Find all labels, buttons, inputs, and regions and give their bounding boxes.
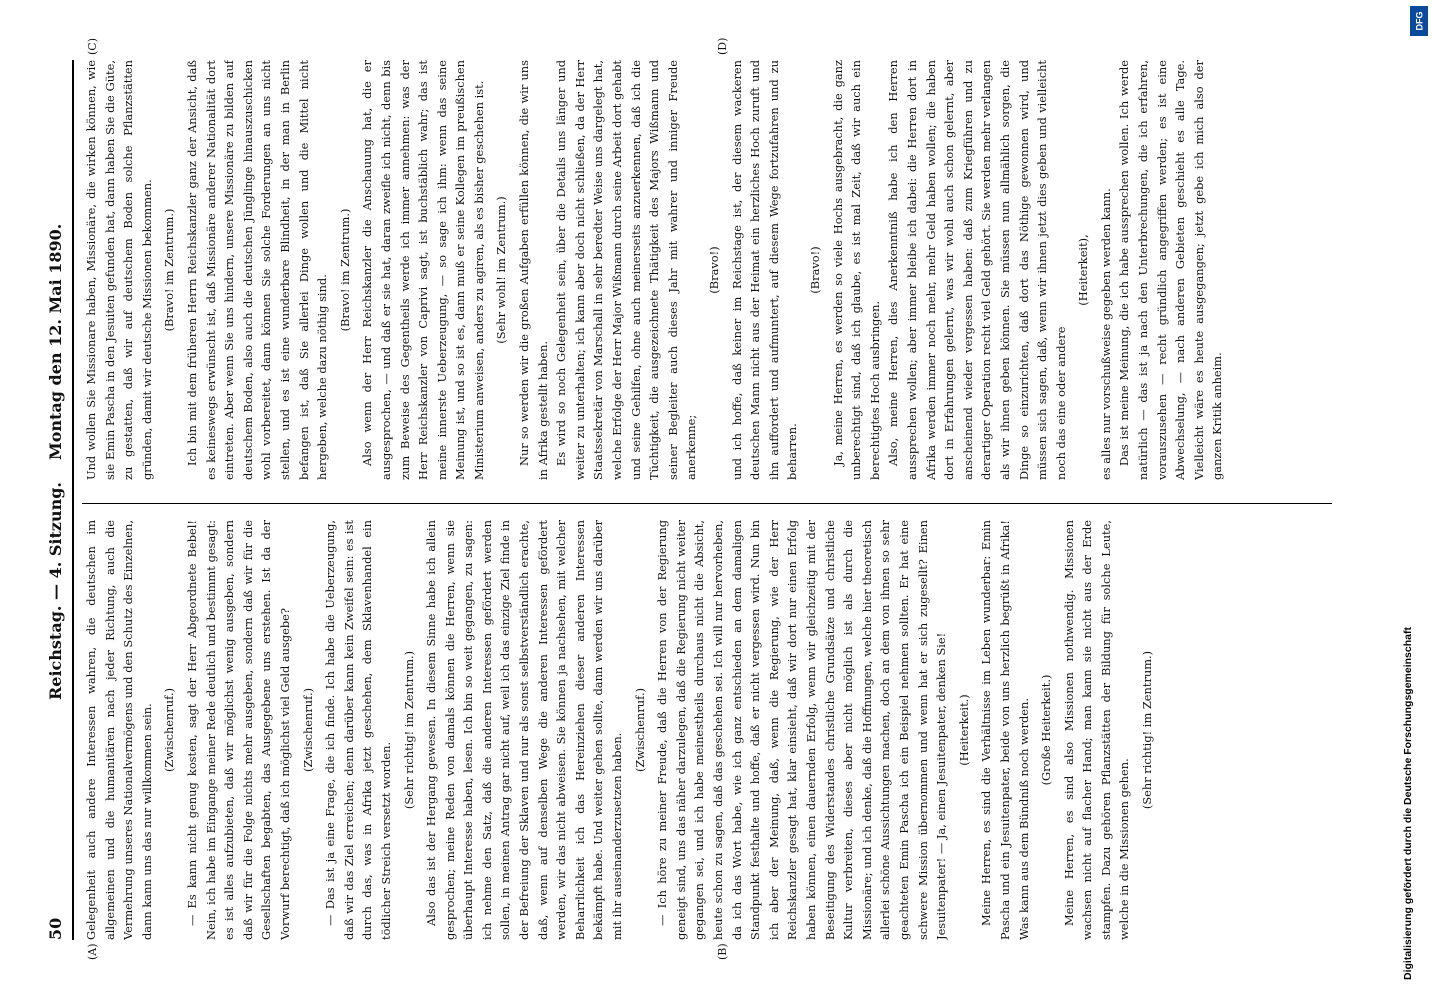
paragraph-continuation: es alles nur vorschußweise gegeben werden kann. xyxy=(1098,188,1113,480)
paragraph: Also, meine Herren, dies Anerkenntniß habe ich den Herren aussprechen wollen; aber immer bleibe ich dabei: die Herren dort in Afrika werden immer noch mehr, mehr Geld haben wollen; die haben dort in Erfahrungen gelernt, was wir wohl auch schon gelernt, aber anscheinend wieder vergessen haben: daß zum Kriegführen und zu derartiger Operation recht viel Geld gehört. Sie werden mehr verlangen als wir ihnen geben können. Sie müssen nun allmählich sorgen, die Dinge so einzurichten, daß dort das Nöthige gewonnen wird, und müssen sich sagen, daß, wenn wir ihnen jetzt dies geben und vielleicht noch das eine oder andere xyxy=(886,60,1068,480)
margin-marker-b: (B) xyxy=(716,943,729,960)
paragraph: Ich bin mit dem früheren Herrn Reichskanzler ganz der Ansicht, daß es keineswegs erwünscht ist, daß Missionäre anderer Nationalität dort eintreten. Aber wenn Sie uns hindern, unsere Missionäre zu bilden auf deutschem Boden, also auch die deutschen Jünglinge hinauszuschicken wohl vorbereitet, dann können Sie solche Forderungen an uns nicht stellen, und es ist eine wunderbare Blindheit, in der man in Berlin befangen ist, daß Sie allerlei Dinge wollen und die Mittel nicht hergeben, welche dazu nöthig sind. xyxy=(184,60,330,480)
page-header xyxy=(46,0,70,1000)
header-rule xyxy=(72,60,74,940)
interjection: (Bravo!) xyxy=(707,246,721,294)
interjection: (Heiterkeit), xyxy=(1076,234,1091,306)
page-number: 50 xyxy=(46,917,65,940)
interjection: (Große Heiterkeit.) xyxy=(1039,674,1054,786)
paragraph: Es wird so noch Gelegenheit sein, über die Details uns länger und weiter zu unterhalten; ich kann aber doch nicht schließen, da der Herr Staatssekretär von Marschall in sehr beredter Weise uns dargelegt hat, welche Erfolge der Herr Major Wißmann durch seine Arbeit dort gehabt und seine Gehilfen, ohne auch meinerseits anzuerkennen, daß ich die Tüchtigkeit, die ausgezeichnete Thätigkeit des Majors Wißmann und seiner Begleiter auch dieses Jahr mit wahrer und inniger Freude anerkenne; xyxy=(554,60,699,480)
paragraph: Das ist meine Meinung, die ich habe aussprechen wollen. Ich werde natürlich — das ist ja nach den Unterbrechungen, die ich erfahren, vorauszusehen — recht gründlich angegriffen werden; es ist eine Abwechselung, — nach anderen Gebieten geschieht es alle Tage. Vielleicht wäre es heute ausgegangen; jetzt gebe ich mich also der ganzen Kritik anheim. xyxy=(1117,60,1225,480)
interjection: (Sehr richtig! im Zentrum.) xyxy=(401,650,416,810)
margin-marker-d: (D) xyxy=(716,37,729,55)
interjection: (Bravo! im Zentrum.) xyxy=(162,208,177,332)
interjection: (Sehr wohl! im Zentrum.) xyxy=(494,196,509,344)
dfg-logo: DFG xyxy=(1410,6,1428,36)
paragraph: Also wenn der Herr Reichskanzler die Anschauung hat, die er ausgesprochen, — und daß er sie hat, daran zweifle ich nicht, denn bis zum Beweise des Gegentheils werde ich immer annehmen: was der Herr Reichskanzler von Caprivi sagt, ist buchstäblich wahr; das ist meine innerste Ueberzeugung, — so sage ich ihm: wenn das seine Meinung ist, und so ist es, dann muß er seine Kollegen im preußischen Ministerium anweisen, anders zu agiren, als es bisher geschehen ist. xyxy=(360,60,486,480)
paragraph: — Es kann nicht genug kosten, sagt der Herr Abgeordnete Bebel! Nein, ich habe im Eingange meiner Rede deutlich und bestimmt gesagt: es ist alles aufzubieten, daß wir möglichst wenig ausgeben, sondern daß wir für die Folge nichts mehr ausgeben, sondern daß wir für die Gesellschaften begabten, das Ausgegebene uns erstehen. Ist da der Vorwurf berechtigt, daß ich möglichst viel Geld ausgebe? xyxy=(184,520,292,940)
left-text-column xyxy=(82,520,1342,940)
margin-marker-a: (A) xyxy=(86,943,99,960)
interjection: (Zwischenruf.) xyxy=(300,687,315,773)
paragraph: — Das ist ja eine Frage, die ich finde. Ich habe die Ueberzeugung, daß wir das Ziel erreichen; denn darüber kann kein Zweifel sein: es ist durch das, was in Afrika jetzt geschehen, dem Sklavenhandel ein tödlicher Streich versetzt worden. xyxy=(323,520,393,940)
paragraph: Meine Herren, es sind die Verhältnisse im Leben wunderbar: Emin Pascha und ein Jesuitenpater, beide von uns herzlich begrüßt in Afrika! Was kann aus dem Bündniß noch werden. xyxy=(979,520,1031,940)
interjection: (Zwischenruf.) xyxy=(162,687,177,773)
digitization-credit: Digitalisierung gefördert durch die Deutsche Forschungsgemeinschaft xyxy=(1402,627,1414,980)
paragraph-continuation: Und wollen Sie Missionare haben, Missionäre, die wirken können, wie sie Emin Pascha in den Jesuiten gefunden hat, dann haben Sie die Güte, zu gestatten, daß wir auf deutschem Boden solche Pflanzstätten gründen, damit wir deutsche Missionen bekommen. xyxy=(84,60,154,480)
paragraph-continuation: und ich hoffe, daß keiner im Reichstage ist, der diesem wackeren deutschen Mann nicht aus der Heimat ein herzliches Hoch zuruft und ihn auffordert und aufmuntert, auf diesem Wege fortzufahren und zu beharren. xyxy=(729,60,800,480)
header-left-title: Reichstag. — 4. Sitzung. xyxy=(46,482,65,700)
paragraph: Also das ist der Hergang gewesen. In diesem Sinne habe ich allein gesprochen; meine Reden von damals können die Herren, wenn sie überhaupt Interesse haben, lesen. Ich bin so weit gegangen, zu sagen: ich nehme den Satz, daß die anderen Interessen gefördert werden sollen, in meinen Antrag gar nicht auf, weil ich das einzige Ziel finde in der Befreiung der Sklaven und nur als sonst selbstverständlich erachte, daß, wenn auf denselben Wege die anderen Interessen gefördert werden, wir das nicht abweisen. Sie können ja nachsehen, mit welcher Beharrlichkeit ich das Hereinziehen dieser anderen Interessen bekämpft habe. Und weiter gehen sollte, dann werden wir uns darüber mit ihr auseinanderzusetzen haben. xyxy=(424,520,625,940)
interjection: (Bravo! im Zentrum.) xyxy=(337,208,352,332)
header-right-title: Montag den 12. Mai 1890. xyxy=(46,223,65,460)
interjection: (Zwischenruf.) xyxy=(632,687,647,773)
paragraph: Nur so werden wir die großen Aufgaben erfüllen können, die wir uns in Afrika gestellt haben. xyxy=(517,60,550,480)
interjection: (Bravo!) xyxy=(807,246,822,294)
interjection: (Heiterkeit.) xyxy=(956,694,971,766)
paragraph: Meine Herren, es sind also Missionen nothwendig. Missionen wachsen nicht auf flacher Hand; man kann sie nicht aus der Erde stampfen. Dazu gehören Pflanzstätten der Bildung für solche Leute, welche in die Missionen gehen. xyxy=(1061,520,1132,940)
margin-marker-c: (C) xyxy=(86,38,99,55)
column-divider xyxy=(82,503,1332,504)
interjection: (Sehr richtig! im Zentrum.) xyxy=(1140,650,1155,810)
right-text-column xyxy=(82,60,1342,480)
paragraph: — Ich höre zu meiner Freude, daß die Herren von der Regierung geneigt sind, uns das näher darzulegen, daß die Regierung nicht weiter gegangen sei, und ich habe meinestheils durchaus nicht die Absicht, heute schon zu sagen, daß das geschehen sei. Ich will nur hervorheben, da ich das Wort habe, wie ich ganz entschieden an dem damaligen Standpunkt festhalte und hoffe, daß er nicht vergessen wird. Nun bin ich aber der Meinung, daß, wenn die Regierung, wie der Herr Reichskanzler gesagt hat, klar einsieht, daß wir dort nur einen Erfolg haben können, einen dauernden Erfolg, wenn wir gleichzeitig mit der Beseitigung des Widerstandes christliche Grundsätze und christliche Kultur verbreiten, dieses aber nicht möglich ist als durch die Missionäre; und ich denke, daß die Hoffnungen, welche hier theoretisch allerlei schöne Aussichtungen machen, doch an dem von ihnen so sehr geachteten Emin Pascha ich ein Beispiel nehmen sollten. Er hat eine schwere Mission übernommen und wenn hat er sich zugesellt? Einen Jesuitenpater! — Ja, einen Jesuitenpater, denken Sie! xyxy=(655,520,949,940)
paragraph: Ja, meine Herren, es werden so viele Hochs ausgebracht, die ganz unberechtigt sind, daß ich glaube, es ist mal Zeit, daß wir auch ein berechtigtes Hoch ausbringen. xyxy=(830,60,882,480)
paragraph-continuation: Gelegenheit auch andere Interessen wahren, die deutschen im allgemeinen und die humanitären nach jeder Richtung, auch die Vermehrung unseres Nationalvermögens und den Schutz des Einzelnen, dann kann uns das nur willkommen sein. xyxy=(84,520,154,940)
